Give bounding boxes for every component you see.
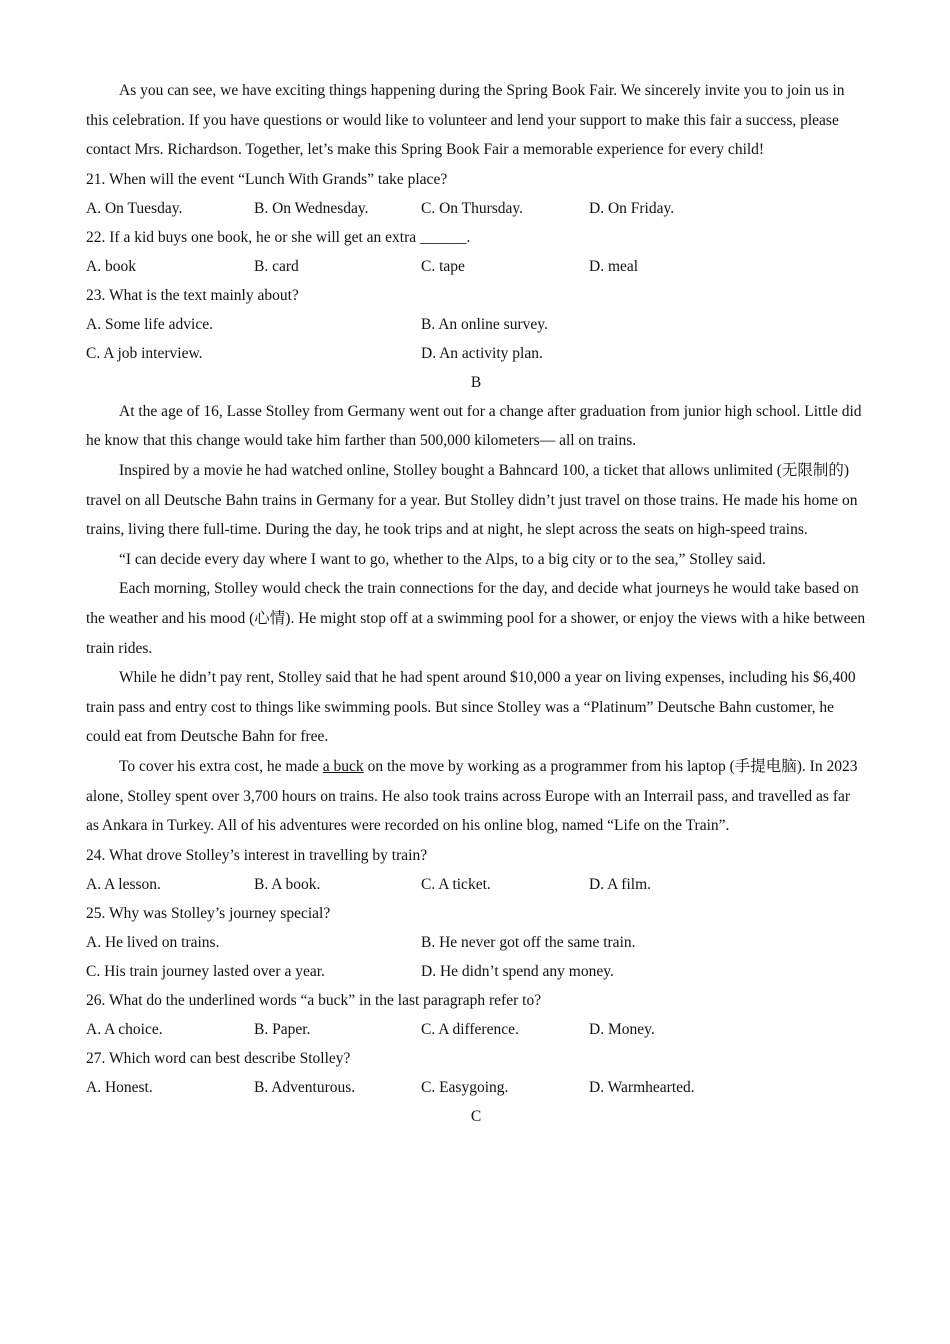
option-24-d: D. A film. (589, 875, 652, 893)
option-22-d: D. meal (589, 257, 639, 275)
intro-paragraph: As you can see, we have exciting things happening during the Spring Book Fair. We sincerely invite you to join us in this celebration. If you have questions or would like to volunteer and lend your support to make this fair a success, please contact Mrs. Richardson. Together, let’s make this Spring Book Fair a memorable experience for every child! (86, 82, 845, 159)
options-27 (86, 1073, 866, 1102)
para6-before: To cover his extra cost, he made (119, 757, 323, 775)
options-22 (86, 252, 866, 281)
option-24-c: C. A ticket. (421, 875, 491, 893)
option-21-a: A. On Tuesday. (86, 199, 183, 217)
passage-b-paragraph-3: “I can decide every day where I want to go, whether to the Alps, to a big city or to the sea,” Stolley said. (119, 550, 766, 568)
options-25-row1 (86, 928, 866, 957)
question-23: 23. What is the text mainly about? (86, 286, 299, 304)
question-26: 26. What do the underlined words “a buck” in the last paragraph refer to? (86, 991, 542, 1009)
option-22-a: A. book (86, 257, 136, 275)
options-24 (86, 870, 866, 899)
option-26-c: C. A difference. (421, 1020, 519, 1038)
option-25-a: A. He lived on trains. (86, 933, 220, 951)
option-23-c: C. A job interview. (86, 344, 203, 362)
question-24: 24. What drove Stolley’s interest in travelling by train? (86, 846, 428, 864)
option-27-b: B. Adventurous. (254, 1078, 356, 1096)
question-27: 27. Which word can best describe Stolley? (86, 1049, 351, 1067)
option-21-b: B. On Wednesday. (254, 199, 369, 217)
question-22: 22. If a kid buys one book, he or she will get an extra ______. (86, 228, 471, 246)
option-27-d: D. Warmhearted. (589, 1078, 695, 1096)
option-23-a: A. Some life advice. (86, 315, 213, 333)
option-21-c: C. On Thursday. (421, 199, 524, 217)
option-25-b: B. He never got off the same train. (421, 933, 636, 951)
underlined-a-buck: a buck (322, 757, 364, 775)
section-heading-b: B (470, 373, 482, 391)
option-22-b: B. card (254, 257, 299, 275)
option-26-b: B. Paper. (254, 1020, 311, 1038)
passage-b-paragraph-6 (86, 752, 866, 841)
option-25-d: D. He didn’t spend any money. (421, 962, 614, 980)
option-23-d: D. An activity plan. (421, 344, 543, 362)
option-24-a: A. A lesson. (86, 875, 161, 893)
section-heading-c: C (470, 1107, 482, 1125)
options-21 (86, 194, 866, 223)
passage-b-paragraph-2: Inspired by a movie he had watched online, Stolley bought a Bahncard 100, a ticket that allows unlimited (无限制的) travel on all Deutsche Bahn trains in Germany for a year. But Stolley didn’t just travel on those trains. He made his home on trains, living there full-time. During the day, he took trips and at night, he slept across the seats on high-speed trains. (86, 461, 858, 539)
passage-b-paragraph-4: Each morning, Stolley would check the train connections for the day, and decide what journeys he would take based on the weather and his mood (心情). He might stop off at a swimming pool for a shower, or enjoy the views with a hike between train rides. (86, 580, 866, 657)
option-25-c: C. His train journey lasted over a year. (86, 962, 325, 980)
passage-b-paragraph-1: At the age of 16, Lasse Stolley from Germany went out for a change after graduation from junior high school. Little did he know that this change would take him farther than 500,000 kilometers— all on trains. (86, 402, 862, 450)
options-23-row2 (86, 339, 866, 368)
document-page (86, 76, 866, 1131)
para6-after: on the move by working as a programmer from his laptop (手提电脑). In 2023 alone, Stolley spent over 3,700 hours on trains. He also took trains across Europe with an Interrail pass, and travelled as far as Ankara in Turkey. All of his adventures were recorded on his online blog, named “Life on the Train”. (86, 757, 858, 835)
option-26-a: A. A choice. (86, 1020, 163, 1038)
option-26-d: D. Money. (589, 1020, 655, 1038)
passage-b-paragraph-5: While he didn’t pay rent, Stolley said that he had spent around $10,000 a year on living expenses, including his $6,400 train pass and entry cost to things like swimming pools. But since Stolley was a “Platinum” Deutsche Bahn customer, he could eat from Deutsche Bahn for free. (86, 669, 856, 746)
option-27-a: A. Honest. (86, 1078, 153, 1096)
option-27-c: C. Easygoing. (421, 1078, 509, 1096)
option-23-b: B. An online survey. (421, 315, 548, 333)
option-22-c: C. tape (421, 257, 465, 275)
option-21-d: D. On Friday. (589, 199, 675, 217)
options-25-row2 (86, 957, 866, 986)
option-24-b: B. A book. (254, 875, 321, 893)
question-25: 25. Why was Stolley’s journey special? (86, 904, 331, 922)
options-26 (86, 1015, 866, 1044)
options-23-row1 (86, 310, 866, 339)
question-21: 21. When will the event “Lunch With Grands” take place? (86, 170, 448, 188)
